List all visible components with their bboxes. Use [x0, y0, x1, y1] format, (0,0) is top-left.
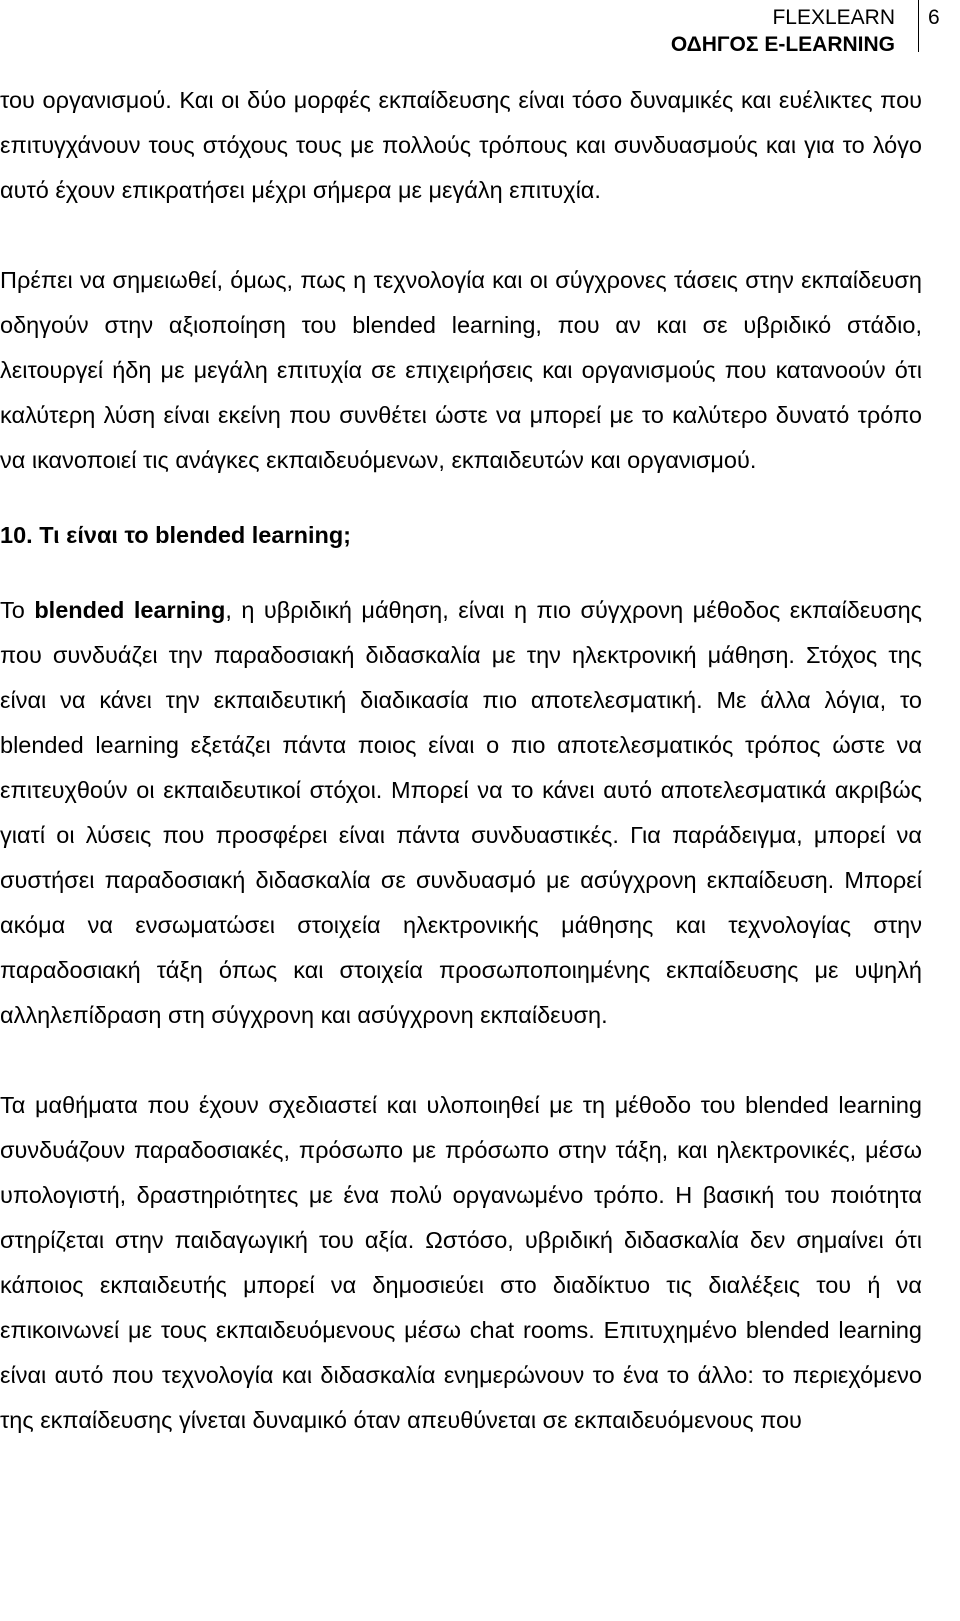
header-titles	[671, 4, 895, 58]
paragraph-spacer	[0, 213, 922, 258]
paragraph-spacer	[0, 483, 922, 513]
paragraph-continuation: του οργανισμού. Και οι δύο μορφές εκπαίδευσης είναι τόσο δυναμικές και ευέλικτες που επιτυγχάνουν τους στόχους τους με πολλούς τρόπους και συνδυασμούς και για το λόγο αυτό έχουν επικρατήσει μέχρι σήμερα με μεγάλη επιτυχία.	[0, 87, 922, 203]
page-number: 6	[928, 6, 940, 29]
definition-text: , η υβριδική μάθηση, είναι η πιο σύγχρονη μέθοδος εκπαίδευσης που συνδυάζει την παραδοσιακή διδασκαλία με την ηλεκτρονική μάθηση. Στόχος της είναι να κάνει την εκπαιδευτική διαδικασία πιο αποτελεσματική. Με άλλα λόγια, το blended learning εξετάζει πάντα ποιος είναι ο πιο αποτελεσματικός τρόπος ώστε να επιτευχθούν οι εκπαιδευτικοί στόχοι. Μπορεί να το κάνει αυτό αποτελεσματικά ακριβώς γιατί οι λύσεις που προσφέρει είναι πάντα συνδυαστικές. Για παράδειγμα, μπορεί να συστήσει παραδοσιακή διδασκαλία σε συνδυασμό με ασύγχρονη εκπαίδευση. Μπορεί ακόμα να ενσωματώσει στοιχεία ηλεκτρονικής μάθησης και τεχνολογίας στην παραδοσιακή τάξη όπως και στοιχεία προσωποποιημένης εκπαίδευσης με υψηλή αλληλεπίδραση στη σύγχρονη και ασύγχρονη εκπαίδευση.	[0, 597, 923, 1028]
paragraph-definition	[0, 588, 922, 1038]
definition-prefix: Το	[0, 597, 35, 623]
document-body	[0, 78, 922, 1443]
paragraph-spacer	[0, 1038, 922, 1083]
paragraph-spacer	[0, 558, 922, 588]
paragraph-blended-trends: Πρέπει να σημειωθεί, όμως, πως η τεχνολογία και οι σύγχρονες τάσεις στην εκπαίδευση οδηγούν στην αξιοποίηση του blended learning, που αν και σε υβριδικό στάδιο, λειτουργεί ήδη με μεγάλη επιτυχία σε επιχειρήσεις και οργανισμούς που κατανοούν ότι καλύτερη λύση είναι εκείνη που συνθέτει ώστε να μπορεί με το καλύτερο δυνατό τρόπο να ικανοποιεί τις ανάγκες εκπαιδευόμενων, εκπαιδευτών και οργανισμού.	[0, 267, 922, 473]
definition-term: blended learning	[34, 597, 226, 623]
section-heading: 10. Τι είναι το blended learning;	[0, 522, 352, 548]
header-brand: FLEXLEARN	[772, 6, 895, 29]
page-header	[0, 0, 960, 56]
header-subtitle: ΟΔΗΓΟΣ E-LEARNING	[670, 33, 895, 56]
header-divider	[918, 0, 919, 52]
paragraph-courses: Τα μαθήματα που έχουν σχεδιαστεί και υλοποιηθεί με τη μέθοδο του blended learning συνδυάζουν παραδοσιακές, πρόσωπο με πρόσωπο στην τάξη, και ηλεκτρονικές, μέσω υπολογιστή, δραστηριότητες με ένα πολύ οργανωμένο τρόπο. Η βασική του ποιότητα στηρίζεται στην παιδαγωγική του αξία. Ωστόσο, υβριδική διδασκαλία δεν σημαίνει ότι κάποιος εκπαιδευτής μπορεί να δημοσιεύει στο διαδίκτυο τις διαλέξεις του ή να επικοινωνεί με τους εκπαιδευόμενους μέσω chat rooms. Επιτυχημένο blended learning είναι αυτό που τεχνολογία και διδασκαλία ενημερώνουν το ένα το άλλο: το περιεχόμενο της εκπαίδευσης γίνεται δυναμικό όταν απευθύνεται σε εκπαιδευόμενους που	[0, 1092, 922, 1433]
